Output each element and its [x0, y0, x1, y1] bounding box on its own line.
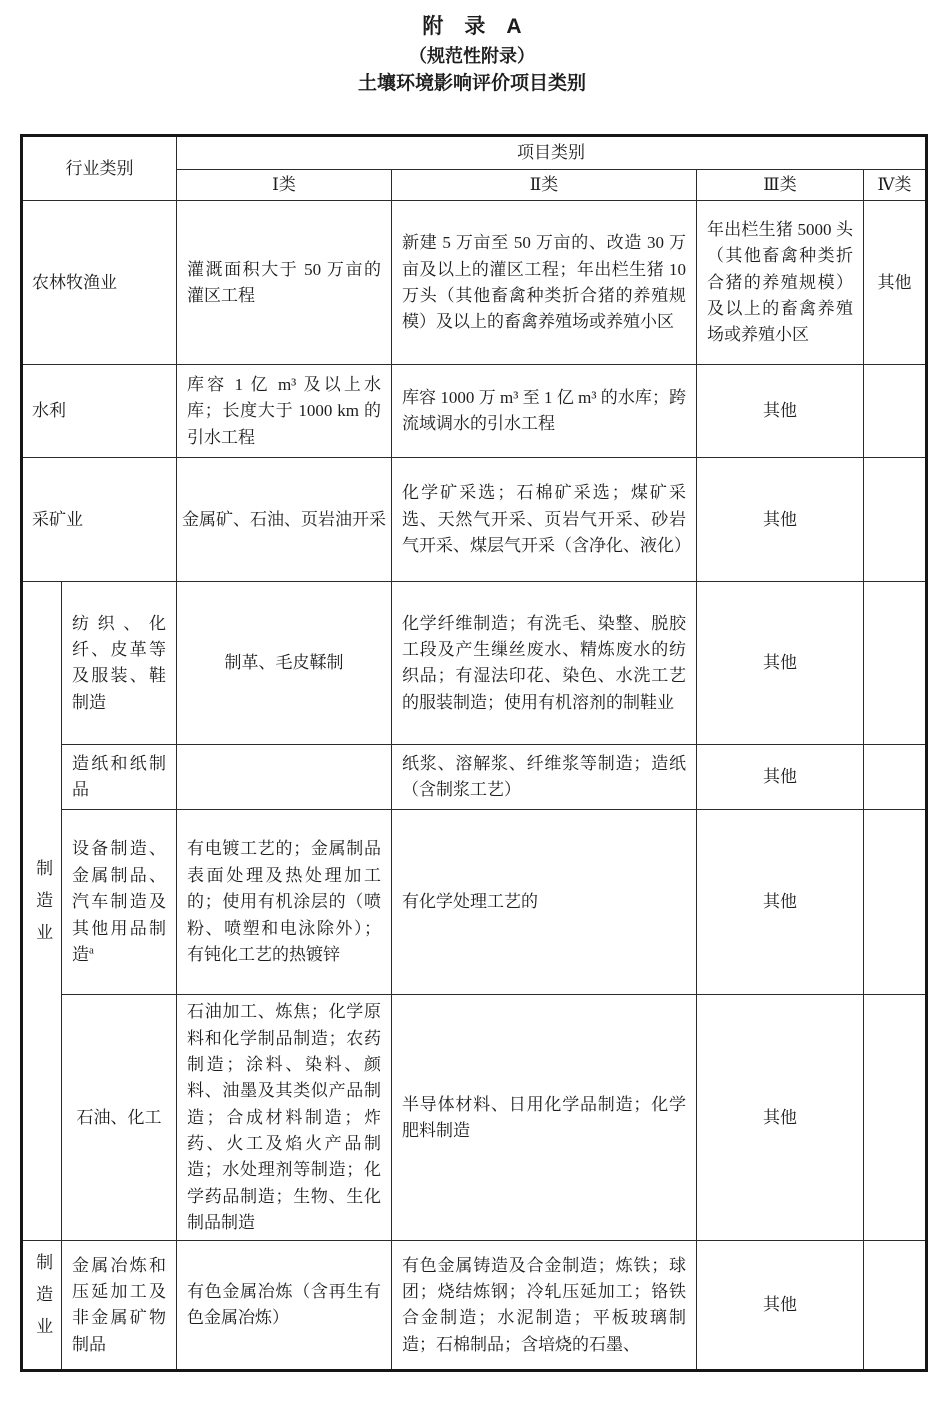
row5-subindustry: 金属冶炼和压延加工及非金属矿物制品	[62, 1241, 177, 1371]
row5-cat3: 其他	[697, 1241, 864, 1371]
row3-cat3: 其他	[697, 458, 864, 582]
row1-industry: 农林牧渔业	[22, 201, 177, 365]
row4c-cat3: 其他	[697, 810, 864, 995]
row3-cat2: 化学矿采选；石棉矿采选；煤矿采选、天然气开采、页岩气开采、砂岩气开采、煤层气开采（含净化、液化）	[392, 458, 697, 582]
row5-cat2: 有色金属铸造及合金制造；炼铁；球团；烧结炼钢；冷轧压延加工；铬铁合金制造；水泥制造；平板玻璃制造；石棉制品；含培烧的石墨、	[392, 1241, 697, 1371]
col-header-cat1: Ⅰ类	[177, 170, 392, 201]
row4d-cat2: 半导体材料、日用化学品制造；化学肥料制造	[392, 995, 697, 1241]
project-category-table	[20, 134, 928, 1372]
col-header-project: 项目类别	[177, 136, 927, 170]
row2-cat1: 库容 1 亿 m³ 及以上水库；长度大于 1000 km 的引水工程	[177, 365, 392, 458]
row4b-cat4	[864, 745, 927, 810]
row4b-cat3: 其他	[697, 745, 864, 810]
row1-cat2: 新建 5 万亩至 50 万亩的、改造 30 万亩及以上的灌区工程；年出栏生猪 10 万头（其他畜禽种类折合猪的养殖规模）及以上的畜禽养殖场或养殖小区	[392, 201, 697, 365]
row1-cat3: 年出栏生猪 5000 头（其他畜禽种类折合猪的养殖规模）及以上的畜禽养殖场或养殖小区	[697, 201, 864, 365]
row2-cat3: 其他	[697, 365, 864, 458]
table-row	[22, 201, 927, 365]
row4d-cat3: 其他	[697, 995, 864, 1241]
row2-cat2: 库容 1000 万 m³ 至 1 亿 m³ 的水库；跨流域调水的引水工程	[392, 365, 697, 458]
table-row	[22, 582, 927, 745]
table-row	[22, 745, 927, 810]
table-row	[22, 458, 927, 582]
row4b-subindustry: 造纸和纸制品	[62, 745, 177, 810]
table-row	[22, 365, 927, 458]
row2-industry: 水利	[22, 365, 177, 458]
row4c-subindustry: 设备制造、金属制品、汽车制造及其他用品制造$^a$	[62, 810, 177, 995]
row3-cat4	[864, 458, 927, 582]
footnote-marker: a	[89, 944, 94, 957]
row4d-cat4	[864, 995, 927, 1241]
row2-cat4	[864, 365, 927, 458]
row4c-cat1: 有电镀工艺的；金属制品表面处理及热处理加工的；使用有机涂层的（喷粉、喷塑和电泳除外）；有钝化工艺的热镀锌	[177, 810, 392, 995]
row4d-subindustry: 石油、化工	[62, 995, 177, 1241]
row5-cat4	[864, 1241, 927, 1371]
row1-cat4: 其他	[864, 201, 927, 365]
row4d-cat1: 石油加工、炼焦；化学原料和化学制品制造；农药制造；涂料、染料、颜料、油墨及其类似产品制造；合成材料制造；炸药、火工及焰火产品制造；水处理剂等制造；化学药品制造；生物、生化制品制造	[177, 995, 392, 1241]
col-header-cat4: Ⅳ类	[864, 170, 927, 201]
row4a-subindustry: 纺织、化纤、皮革等及服装、鞋制造	[62, 582, 177, 745]
row4b-cat2: 纸浆、溶解浆、纤维浆等制造；造纸（含制浆工艺）	[392, 745, 697, 810]
row5-cat1: 有色金属冶炼（含再生有色金属冶炼）	[177, 1241, 392, 1371]
row4a-cat2: 化学纤维制造；有洗毛、染整、脱胶工段及产生缫丝废水、精炼废水的纺织品；有湿法印花、染色、水洗工艺的服装制造；使用有机溶剂的制鞋业	[392, 582, 697, 745]
row4c-cat2: 有化学处理工艺的	[392, 810, 697, 995]
row5-group-industry: 制造业	[22, 1241, 62, 1371]
row4a-cat1: 制革、毛皮鞣制	[177, 582, 392, 745]
table-row	[22, 995, 927, 1241]
col-header-cat2: Ⅱ类	[392, 170, 697, 201]
row4a-cat3: 其他	[697, 582, 864, 745]
table-row	[22, 1241, 927, 1371]
table-row	[22, 810, 927, 995]
document-header	[0, 0, 944, 98]
col-header-industry: 行业类别	[22, 136, 177, 201]
row3-industry: 采矿业	[22, 458, 177, 582]
row4-group-industry: 制造业	[22, 582, 62, 1241]
annex-heading: 土壤环境影响评价项目类别	[357, 73, 586, 94]
row3-cat1: 金属矿、石油、页岩油开采	[177, 458, 392, 582]
row1-cat1: 灌溉面积大于 50 万亩的灌区工程	[177, 201, 392, 365]
col-header-cat3: Ⅲ类	[697, 170, 864, 201]
row4a-cat4	[864, 582, 927, 745]
annex-title: 附 录 A	[422, 15, 522, 38]
row4c-cat4	[864, 810, 927, 995]
annex-subtitle: （规范性附录）	[409, 46, 535, 66]
row4b-cat1	[177, 745, 392, 810]
